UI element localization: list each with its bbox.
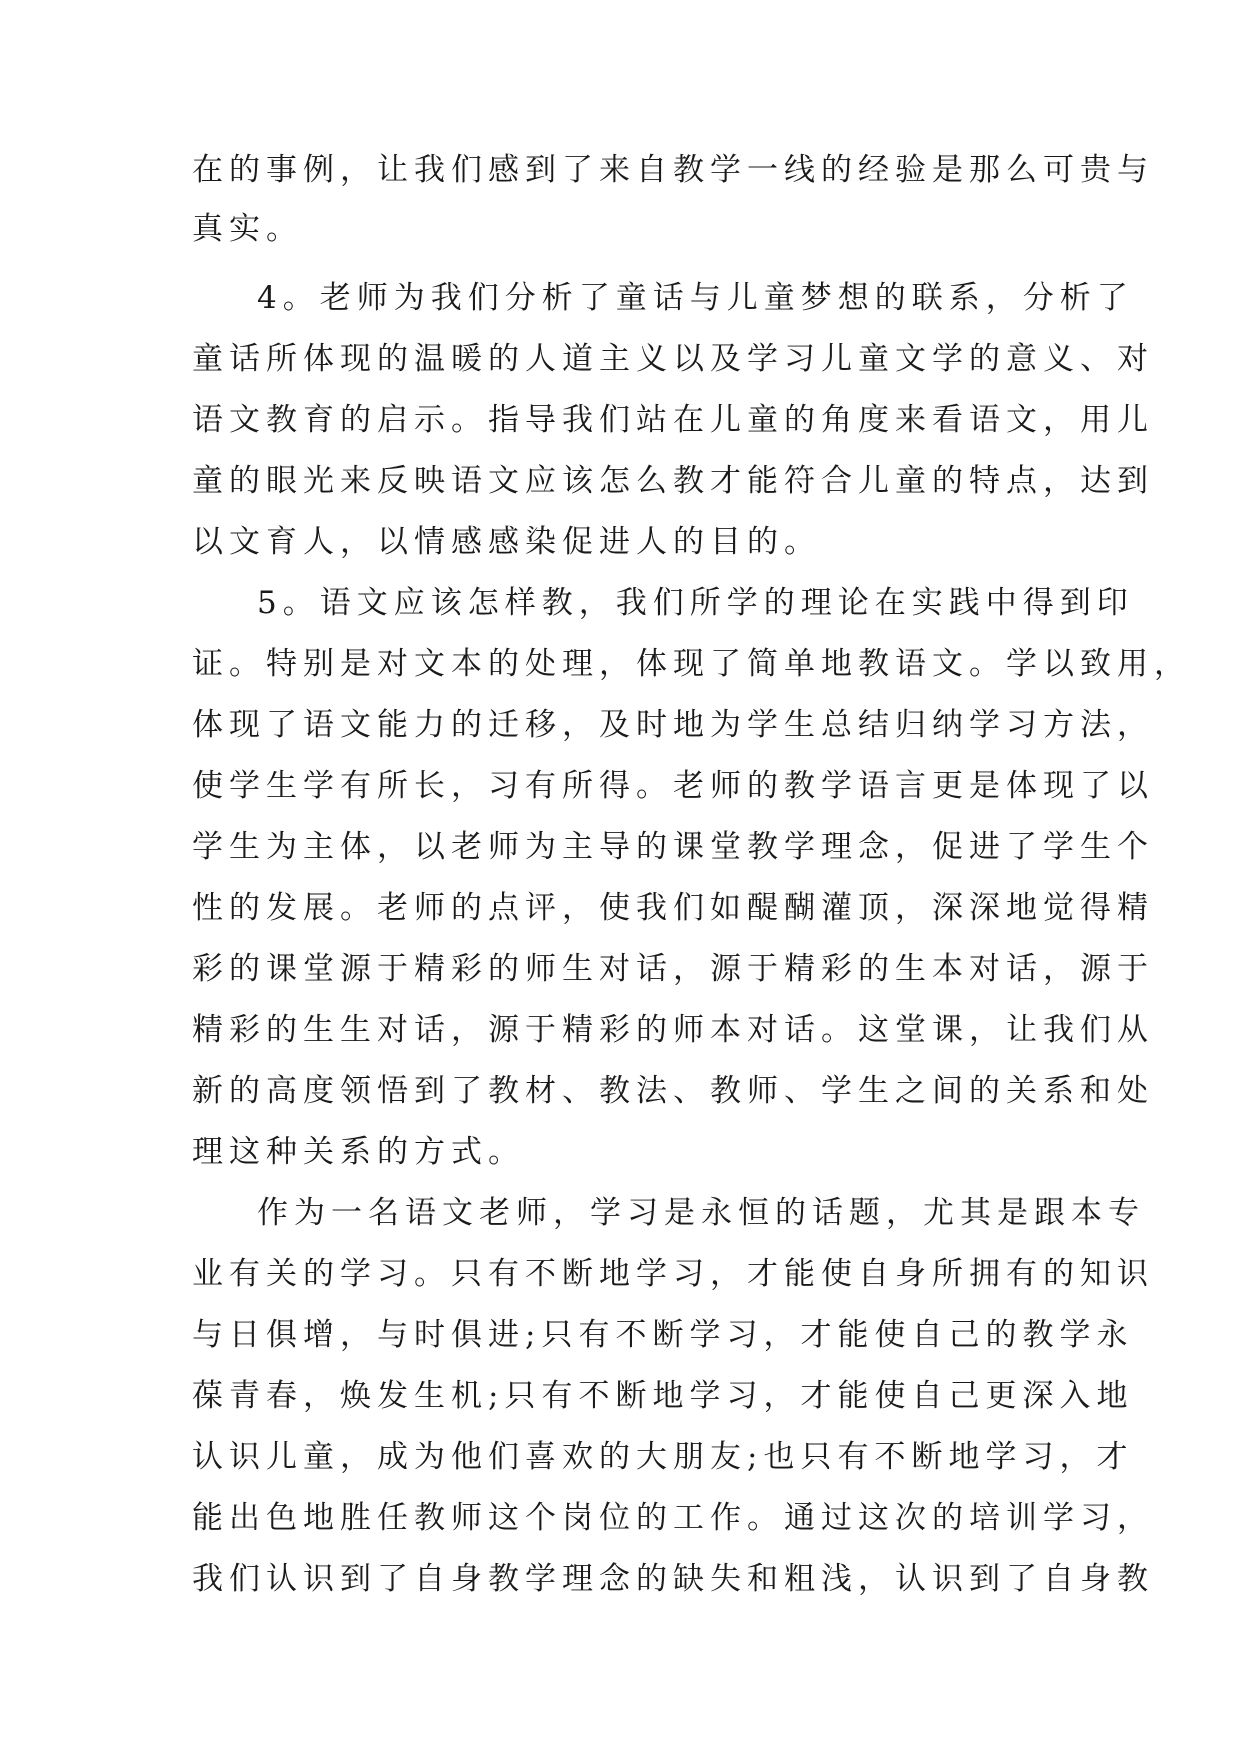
text-line: 使学生学有所长，习有所得。老师的教学语言更是体现了以 bbox=[192, 768, 1154, 804]
text-line: 童话所体现的温暖的人道主义以及学习儿童文学的意义、对 bbox=[192, 341, 1154, 377]
text-line: 作为一名语文老师，学习是永恒的话题，尤其是跟本专 bbox=[257, 1195, 1145, 1231]
text-line: 童的眼光来反映语文应该怎么教才能符合儿童的特点，达到 bbox=[192, 463, 1154, 499]
text-line: 业有关的学习。只有不断地学习，才能使自身所拥有的知识 bbox=[192, 1256, 1154, 1292]
text-line: 彩的课堂源于精彩的师生对话，源于精彩的生本对话，源于 bbox=[192, 951, 1154, 987]
text-line: 葆青春，焕发生机;只有不断地学习，才能使自己更深入地 bbox=[192, 1378, 1134, 1414]
text-line: 4。老师为我们分析了童话与儿童梦想的联系，分析了 bbox=[257, 280, 1134, 316]
text-line: 真实。 bbox=[192, 211, 303, 247]
text-line: 语文教育的启示。指导我们站在儿童的角度来看语文，用儿 bbox=[192, 402, 1154, 438]
text-line: 能出色地胜任教师这个岗位的工作。通过这次的培训学习， bbox=[192, 1500, 1154, 1536]
text-line: 精彩的生生对话，源于精彩的师本对话。这堂课，让我们从 bbox=[192, 1012, 1154, 1048]
text-line: 学生为主体，以老师为主导的课堂教学理念，促进了学生个 bbox=[192, 829, 1154, 865]
text-line: 以文育人，以情感感染促进人的目的。 bbox=[192, 524, 821, 560]
text-line: 在的事例，让我们感到了来自教学一线的经验是那么可贵与 bbox=[192, 152, 1154, 188]
text-line: 认识儿童，成为他们喜欢的大朋友;也只有不断地学习，才 bbox=[192, 1439, 1134, 1475]
text-line: 新的高度领悟到了教材、教法、教师、学生之间的关系和处 bbox=[192, 1073, 1154, 1109]
text-line: 与日俱增，与时俱进;只有不断学习，才能使自己的教学永 bbox=[192, 1317, 1134, 1353]
text-line: 证。特别是对文本的处理，体现了简单地教语文。学以致用， bbox=[192, 646, 1191, 682]
text-line: 体现了语文能力的迁移，及时地为学生总结归纳学习方法， bbox=[192, 707, 1154, 743]
text-line: 5。语文应该怎样教，我们所学的理论在实践中得到印 bbox=[257, 585, 1134, 621]
text-line: 理这种关系的方式。 bbox=[192, 1134, 525, 1170]
text-line: 我们认识到了自身教学理念的缺失和粗浅，认识到了自身教 bbox=[192, 1561, 1154, 1597]
text-line: 性的发展。老师的点评，使我们如醍醐灌顶，深深地觉得精 bbox=[192, 890, 1154, 926]
